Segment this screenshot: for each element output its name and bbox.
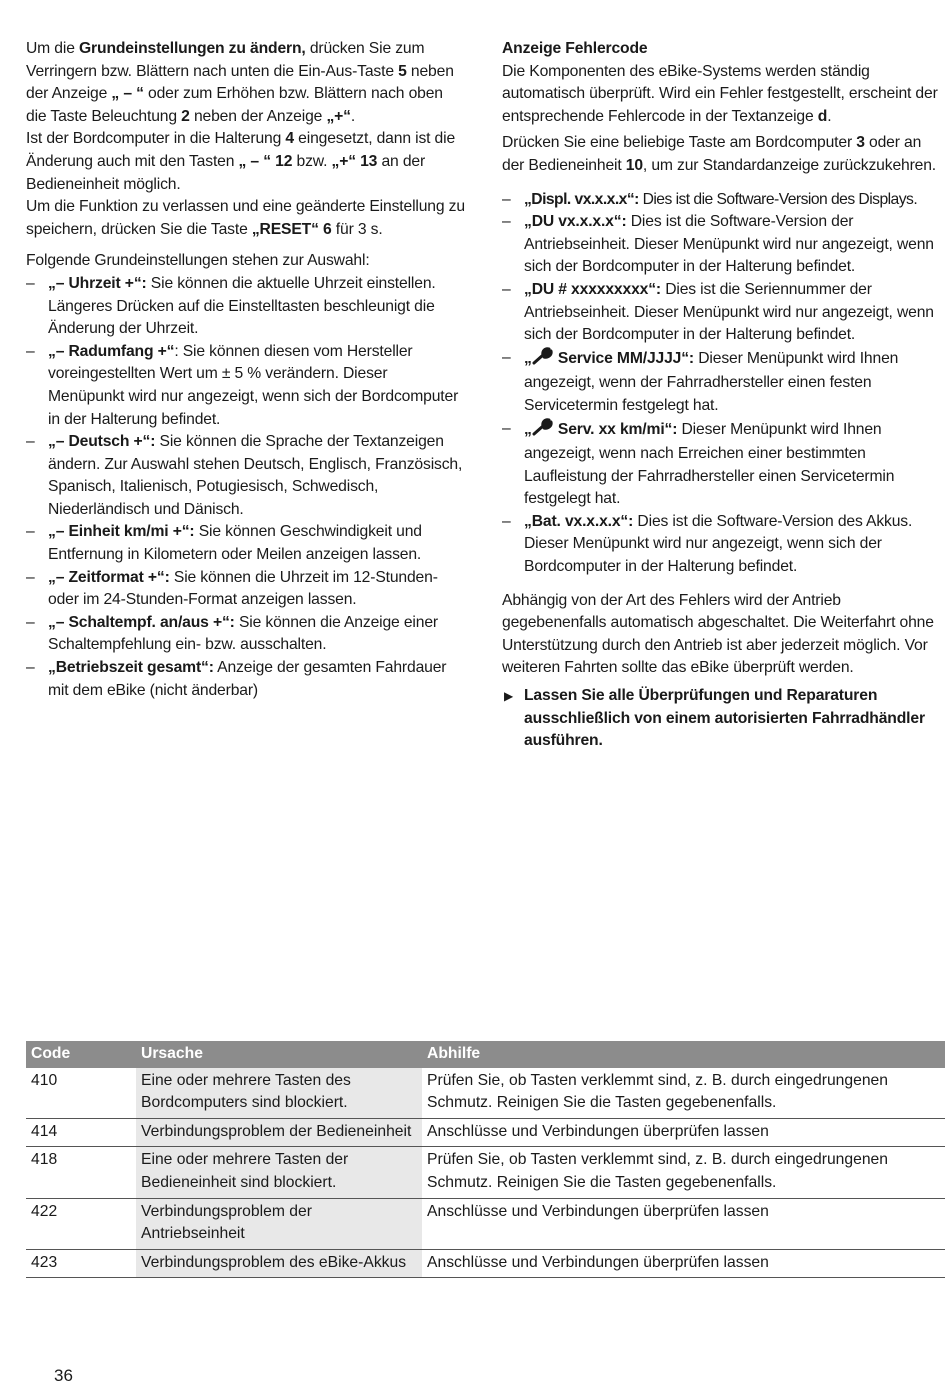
item-text: Dies ist die Software-Version des Displays. xyxy=(638,190,918,208)
cause-cell: Eine oder mehrere Tasten des Bordcomputers sind blockiert. xyxy=(136,1068,422,1119)
text-bold: „RESET“ 6 xyxy=(251,220,332,238)
text: Um die xyxy=(26,40,79,57)
text-bold: „ – “ 12 xyxy=(238,152,293,170)
bordcomputer-paragraph xyxy=(26,128,466,196)
page-number: 36 xyxy=(54,1366,73,1385)
item-label: „– Uhrzeit +“: xyxy=(48,274,147,292)
item-label: „Bat. vx.x.x.x“: xyxy=(524,512,634,530)
text: oder an der Bedieneinheit xyxy=(502,134,922,174)
return-paragraph xyxy=(502,132,944,177)
text-bold: „ – “ xyxy=(111,85,144,103)
text-bold: 4 xyxy=(285,130,294,148)
item-label: „– Radumfang +“ xyxy=(48,342,175,360)
text-bold: d xyxy=(817,107,828,125)
text: oder zum Erhöhen bzw. Blättern nach oben die Taste Beleuchtung xyxy=(26,85,443,125)
text: neben der Anzeige xyxy=(189,107,327,125)
text-bold: 5 xyxy=(398,62,407,80)
code-cell: 418 xyxy=(26,1147,136,1198)
fix-cell: Prüfen Sie, ob Tasten verklemmt sind, z. B. durch eingedrungenen Schmutz. Reinigen Sie die Tasten gegebenenfalls. xyxy=(422,1147,945,1198)
code-cell: 423 xyxy=(26,1249,136,1278)
table-header-row xyxy=(26,1041,945,1068)
list-item xyxy=(26,341,466,431)
code-cell: 422 xyxy=(26,1198,136,1249)
item-label: „DU vx.x.x.x“: xyxy=(524,213,627,231)
fix-cell: Anschlüsse und Verbindungen überprüfen lassen xyxy=(422,1118,945,1147)
left-column xyxy=(26,38,466,702)
table-row xyxy=(26,1249,945,1278)
item-label-quote: „ xyxy=(524,420,532,438)
list-item xyxy=(502,211,944,279)
intro-paragraph xyxy=(26,38,466,128)
item-text: Sie können die Sprache der Textanzeigen ändern. Zur Auswahl stehen Deutsch, Englisch, Französisch, Spanisch, Italienisch, Potugiesisch, Schwedisch, Niederländisch und Dänisch. xyxy=(48,433,463,518)
list-item xyxy=(502,511,944,579)
item-label-quote: „ xyxy=(524,349,532,367)
item-label: „– Zeitformat +“: xyxy=(48,568,170,586)
text-bold: „+“ 13 xyxy=(331,152,378,170)
list-intro: Folgende Grundeinstellungen stehen zur Auswahl: xyxy=(26,252,370,270)
list-item xyxy=(502,347,944,418)
code-cell: 414 xyxy=(26,1118,136,1147)
item-label: „– Einheit km/mi +“: xyxy=(48,523,195,541)
cause-cell: Verbindungsproblem des eBike-Akkus xyxy=(136,1249,422,1278)
item-text: Sie können Geschwindigkeit und Entfernung in Kilometern oder Meilen anzeigen lassen. xyxy=(48,523,422,564)
text: . xyxy=(827,107,832,125)
text: neben der Anzeige xyxy=(26,62,454,103)
shutdown-paragraph: Abhängig von der Art des Fehlers wird der Antrieb gegebenenfalls automatisch abgeschaltet. Die Weiterfahrt ohne Unterstützung durch den Antrieb ist aber jederzeit möglich. Vor weiteren Fahrten sollte das eBike überprüft werden. xyxy=(502,591,934,677)
item-label: Serv. xx km/mi“: xyxy=(553,420,678,438)
fix-cell: Anschlüsse und Verbindungen überprüfen lassen xyxy=(422,1198,945,1249)
text: bzw. xyxy=(292,152,332,170)
fix-cell: Anschlüsse und Verbindungen überprüfen lassen xyxy=(422,1249,945,1278)
list-item xyxy=(502,279,944,347)
reset-paragraph xyxy=(26,196,466,241)
item-label: „DU # xxxxxxxxx“: xyxy=(524,280,661,298)
table-row xyxy=(26,1118,945,1147)
item-text: Dies ist die Software-Version der Antriebseinheit. Dieser Menüpunkt wird nur angezeigt, wenn sich der Bordcomputer in der Halterung befindet. xyxy=(524,213,934,276)
item-text: Sie können die Uhrzeit im 12-Stunden- oder im 24-Stunden-Format anzeigen lassen. xyxy=(48,568,438,609)
wrench-icon xyxy=(532,418,554,444)
column-header-code: Code xyxy=(26,1041,136,1068)
section-heading: Anzeige Fehlercode xyxy=(502,40,648,57)
list-item xyxy=(26,657,466,702)
triangle-right-icon: ▶ xyxy=(504,689,514,704)
item-label: „Betriebszeit gesamt“: xyxy=(48,659,214,677)
text-bold: „+“ xyxy=(326,107,351,125)
item-text: Sie können die aktuelle Uhrzeit einstellen. Längeres Drücken auf die Einstelltasten beschleunigt die Änderung der Uhrzeit. xyxy=(48,274,436,338)
text-bold: 3 xyxy=(856,134,865,152)
table-row xyxy=(26,1068,945,1119)
list-item xyxy=(26,431,466,521)
text-bold: Grundeinstellungen zu ändern, xyxy=(79,40,306,57)
instruction-text: Lassen Sie alle Überprüfungen und Reparaturen ausschließlich von einem autorisierten Fahrradhändler ausführen. xyxy=(524,687,925,750)
list-item xyxy=(502,189,944,212)
settings-list xyxy=(26,273,466,702)
text: Um die Funktion zu verlassen und eine geänderte Einstellung zu speichern, drücken Sie die Taste xyxy=(26,198,465,238)
text: eingesetzt, dann ist die Änderung auch mit den Tasten xyxy=(26,130,456,170)
text: drücken Sie zum Verringern bzw. Blättern nach unten die Ein-Aus-Taste xyxy=(26,40,425,80)
code-cell: 410 xyxy=(26,1068,136,1119)
instruction xyxy=(502,685,944,753)
fix-cell: Prüfen Sie, ob Tasten verklemmt sind, z. B. durch eingedrungenen Schmutz. Reinigen Sie die Tasten gegebenenfalls. xyxy=(422,1068,945,1119)
error-code-table xyxy=(26,1041,945,1278)
cause-cell: Verbindungsproblem der Antriebseinheit xyxy=(136,1198,422,1249)
item-text: Dieser Menüpunkt wird Ihnen angezeigt, wenn der Fahrradhersteller einen festen Servicetermin festgelegt hat. xyxy=(524,349,899,414)
item-text: Dies ist die Seriennummer der Antriebseinheit. Dieser Menüpunkt wird nur angezeigt, wenn sich der Bordcomputer in der Halterung befindet. xyxy=(524,280,934,344)
list-item xyxy=(26,273,466,341)
column-header-cause: Ursache xyxy=(136,1041,422,1068)
column-header-fix: Abhilfe xyxy=(422,1041,945,1068)
text: , um zur Standardanzeige zurückzukehren. xyxy=(642,156,937,174)
wrench-icon xyxy=(532,347,554,373)
item-label: Service MM/JJJJ“: xyxy=(553,349,695,367)
text: an der Bedieneinheit möglich. xyxy=(26,152,426,193)
item-text: Sie können die Anzeige einer Schaltempfehlung ein- bzw. ausschalten. xyxy=(48,613,438,654)
table-row xyxy=(26,1147,945,1198)
table-row xyxy=(26,1198,945,1249)
list-item xyxy=(502,418,944,511)
list-item xyxy=(26,612,466,657)
error-intro-paragraph xyxy=(502,61,944,129)
version-list xyxy=(502,189,944,579)
item-text: Dieser Menüpunkt wird Ihnen angezeigt, wenn nach Erreichen einer bestimmten Laufleistung der Fahrradhersteller einen Servicetermin festgelegt hat. xyxy=(524,420,895,508)
item-text: Anzeige der gesamten Fahrdauer mit dem eBike (nicht änderbar) xyxy=(48,659,447,699)
list-item xyxy=(26,521,466,566)
text: Drücken Sie eine beliebige Taste am Bordcomputer xyxy=(502,134,857,152)
list-item xyxy=(26,567,466,612)
right-column xyxy=(502,38,944,753)
item-text: : Sie können diesen vom Hersteller voreingestellten Wert um ± 5 % verändern. Dieser Menüpunkt wird nur angezeigt, wenn sich der Bordcomputer in der Halterung befindet. xyxy=(48,342,459,428)
text: für 3 s. xyxy=(331,220,383,238)
text: Die Komponenten des eBike-Systems werden ständig automatisch überprüft. Wird ein Fehler festgestellt, erscheint der entsprechende Fehlercode in der Textanzeige xyxy=(502,62,938,125)
cause-cell: Verbindungsproblem der Bedieneinheit xyxy=(136,1118,422,1147)
text: Ist der Bordcomputer in die Halterung xyxy=(26,130,286,148)
text: . xyxy=(350,107,356,125)
text-bold: 2 xyxy=(181,107,190,125)
item-label: „Displ. vx.x.x.x“: xyxy=(524,190,639,208)
cause-cell: Eine oder mehrere Tasten der Bedieneinheit sind blockiert. xyxy=(136,1147,422,1198)
text-bold: 10 xyxy=(625,156,643,174)
item-text: Dies ist die Software-Version des Akkus. Dieser Menüpunkt wird nur angezeigt, wenn sich der Bordcomputer in der Halterung befindet. xyxy=(524,512,913,576)
item-label: „– Schaltempf. an/aus +“: xyxy=(48,613,235,631)
item-label: „– Deutsch +“: xyxy=(48,433,156,451)
